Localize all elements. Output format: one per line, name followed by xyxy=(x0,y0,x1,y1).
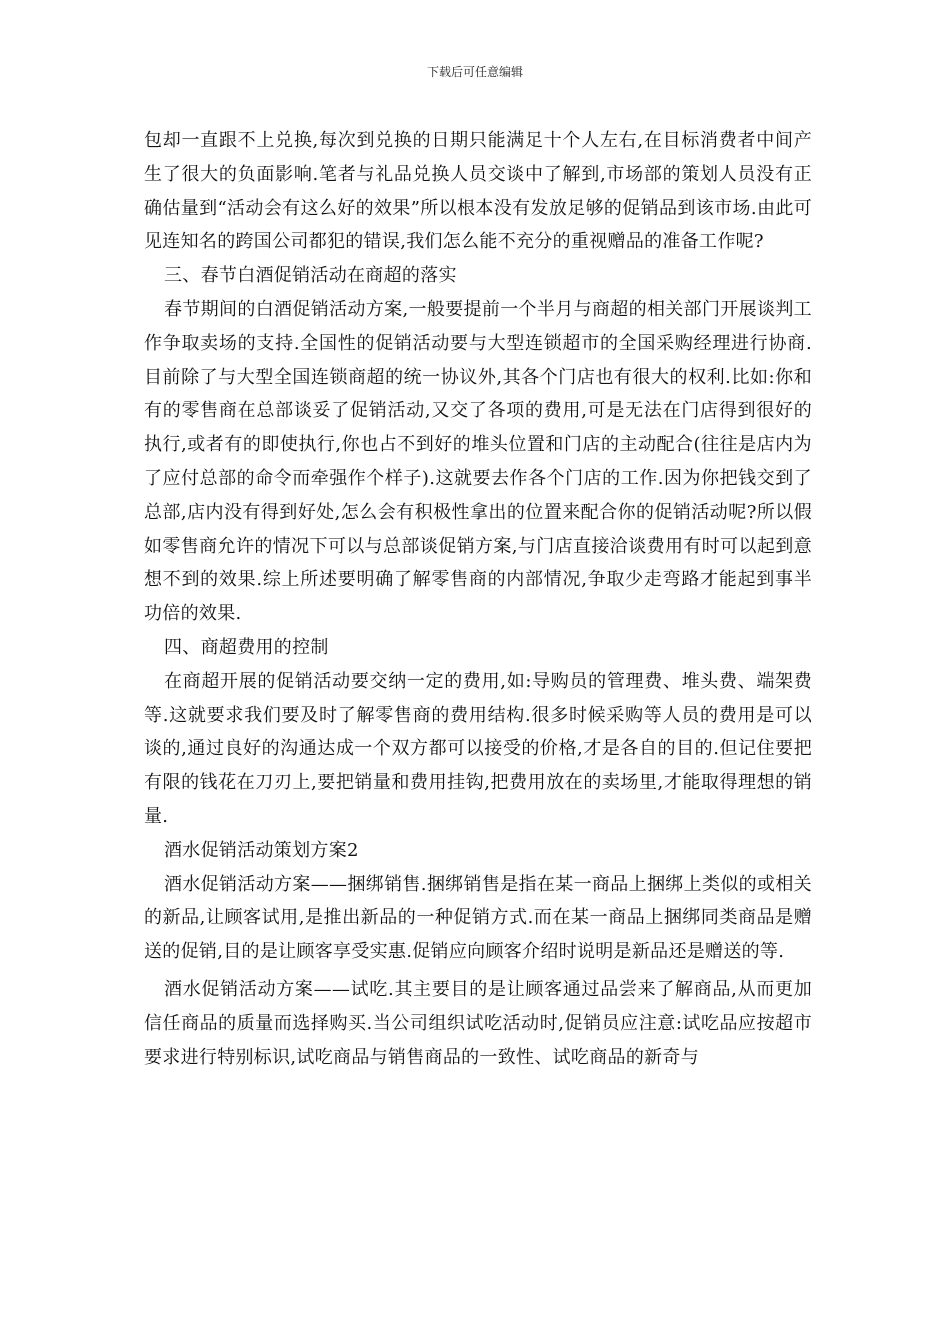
plan-title-2: 酒水促销活动策划方案2 xyxy=(164,839,359,861)
paragraph-bundle-sales: 酒水促销活动方案——捆绑销售.捆绑销售是指在某一商品上捆绑上类似的或相关的新品,让顾客试用,是推出新品的一种促销方式.而在某一商品上捆绑同类商品是赠送的促销,目的是让顾客享受实惠.促销应向顾客介绍时说明是新品还是赠送的等. xyxy=(144,873,812,963)
section-heading-3: 三、春节白酒促销活动在商超的落实 xyxy=(164,265,457,287)
paragraph-spring-festival: 春节期间的白酒促销活动方案,一般要提前一个半月与商超的相关部门开展谈判工作争取卖场的支持.全国性的促销活动要与大型连锁超市的全国采购经理进行协商.目前除了与大型全国连锁商超的统一协议外,其各个门店也有很大的权利.比如:你和有的零售商在总部谈妥了促销活动,又交了各项的费用,可是无法在门店得到很好的执行,或者有的即使执行,你也占不到好的堆头位置和门店的主动配合(往往是店内为了应付总部的命令而牵强作个样子).这就要去作各个门店的工作.因为你把钱交到了总部,店内没有得到好处,怎么会有积极性拿出的位置来配合你的促销活动呢?所以假如零售商允许的情况下可以与总部谈促销方案,与门店直接洽谈费用有时可以起到意想不到的效果.综上所述要明确了解零售商的内部情况,争取少走弯路才能起到事半功倍的效果. xyxy=(144,298,812,625)
paragraph-cost-control: 在商超开展的促销活动要交纳一定的费用,如:导购员的管理费、堆头费、端架费等.这就要求我们要及时了解零售商的费用结构.很多时候采购等人员的费用是可以谈的,通过良好的沟通达成一个双方都可以接受的价格,才是各自的目的.但记住要把有限的钱花在刀刃上,要把销量和费用挂钩,把费用放在的卖场里,才能取得理想的销量. xyxy=(144,670,812,827)
paragraph-gift-redemption: 包却一直跟不上兑换,每次到兑换的日期只能满足十个人左右,在目标消费者中间产生了很大的负面影响.笔者与礼品兑换人员交谈中了解到,市场部的策划人员没有正确估量到“活动会有这么好的效果”所以根本没有发放足够的促销品到该市场.由此可见连知名的跨国公司都犯的错误,我们怎么能不充分的重视赠品的准备工作呢? xyxy=(144,130,812,253)
paragraph-tasting: 酒水促销活动方案——试吃.其主要目的是让顾客通过品尝来了解商品,从而更加信任商品的质量而选择购买.当公司组织试吃活动时,促销员应注意:试吃品应按超市要求进行特别标识,试吃商品与销售商品的一致性、试吃商品的新奇与 xyxy=(144,978,812,1068)
document-body xyxy=(144,124,812,1074)
page-header: 下载后可任意编辑 xyxy=(426,65,523,79)
section-heading-4: 四、商超费用的控制 xyxy=(164,636,329,658)
